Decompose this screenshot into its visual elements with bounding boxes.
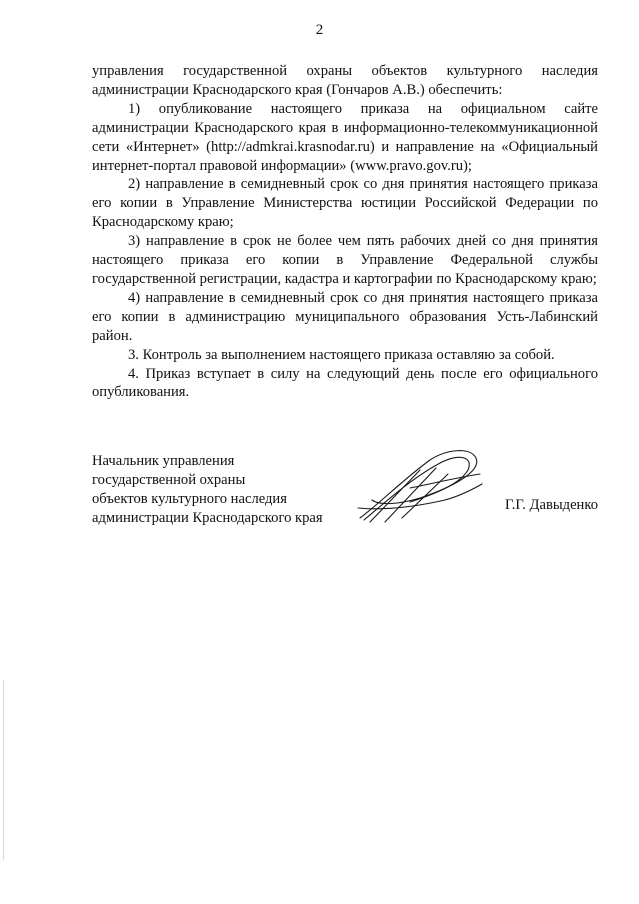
signatory-title xyxy=(92,452,598,528)
document-body xyxy=(92,62,598,402)
paragraph-6: 3. Контроль за выполнением настоящего приказа оставляю за собой. xyxy=(128,346,555,363)
paragraph-7: 4. Приказ вступает в силу на следующий день после его официального опубликования. xyxy=(92,365,598,401)
page-number: 2 xyxy=(315,22,324,38)
handwritten-signature xyxy=(350,448,485,528)
paragraph-4: 3) направление в срок не более чем пять рабочих дней со дня принятия настоящего приказа его копии в Управление Федеральной службы государственной регистрации, кадастра и картографии по Краснодарскому краю; xyxy=(92,233,598,287)
paragraph-3: 2) направление в семидневный срок со дня принятия настоящего приказа его копии в Управление Министерства юстиции Российской Федерации по Краснодарскому краю; xyxy=(92,176,598,231)
signature-block xyxy=(92,452,598,532)
signatory-title-line: администрации Краснодарского края xyxy=(92,509,323,526)
signatory-title-line: Начальник управления xyxy=(92,453,235,469)
paragraph-2: 1) опубликование настоящего приказа на официальном сайте администрации Краснодарского края в информационно-телекоммуникационной сети «Интернет» (http://admkrai.krasnodar.ru) и направление на «Официальный интернет-портал правовой информации» (www.pravo.gov.ru); xyxy=(92,100,598,174)
paragraph-1: управления государственной охраны объектов культурного наследия администрации Краснодарского края (Гончаров А.В.) обеспечить: xyxy=(92,63,598,98)
scan-edge-line xyxy=(3,680,4,860)
signatory-title-line: объектов культурного наследия xyxy=(92,490,287,507)
paragraph-5: 4) направление в семидневный срок со дня принятия настоящего приказа его копии в администрацию муниципального образования Усть-Лабинский район. xyxy=(92,289,598,344)
signatory-title-line: государственной охраны xyxy=(92,471,246,488)
signatory-name: Г.Г. Давыденко xyxy=(504,497,598,513)
